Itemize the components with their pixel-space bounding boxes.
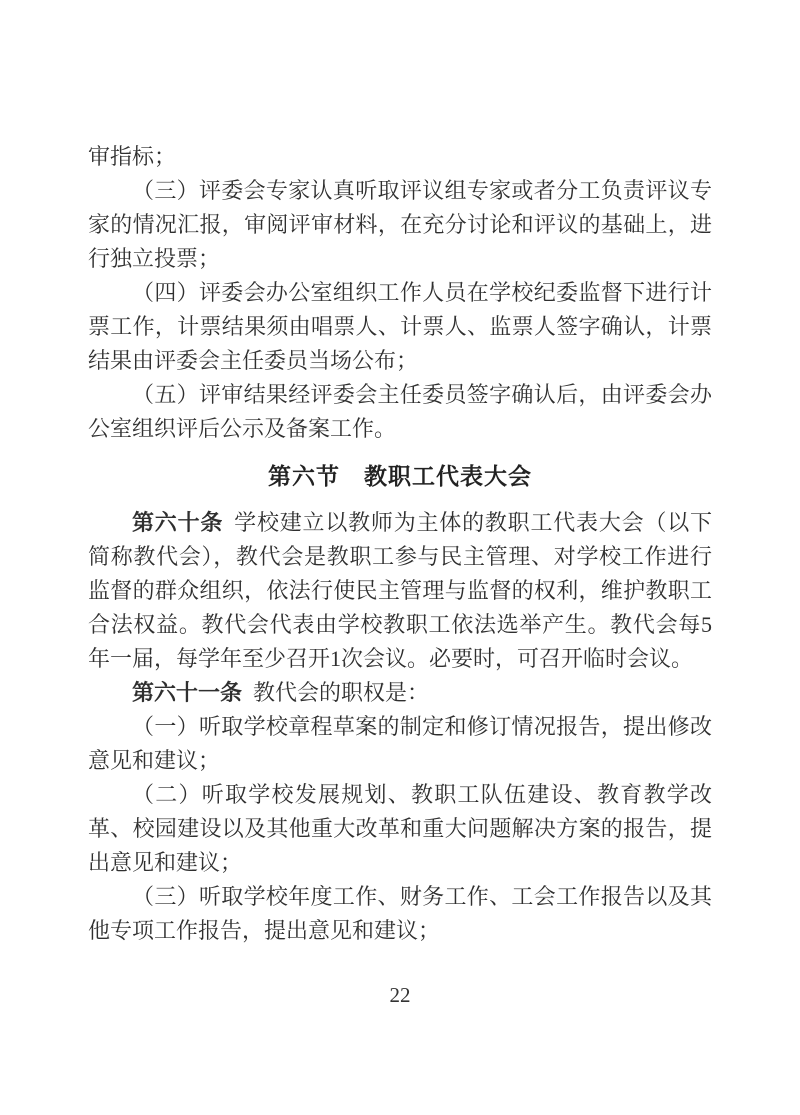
document-body	[88, 140, 712, 948]
paragraph-item-1: （一）听取学校章程草案的制定和修订情况报告，提出修改意见和建议；	[88, 714, 712, 773]
paragraph-item-5: （五）评审结果经评委会主任委员签字确认后，由评委会办公室组织评后公示及备案工作。	[88, 382, 712, 441]
article-number-60: 第六十条	[132, 510, 224, 535]
article-text-60: 学校建立以教师为主体的教职工代表大会（以下简称教代会），教代会是教职工参与民主管理、对学校工作进行监督的群众组织，依法行使民主管理与监督的权利，维护教职工合法权益。教代会代表由学校教职工依法选举产生。教代会每5年一届，每学年至少召开1次会议。必要时，可召开临时会议。	[88, 510, 712, 671]
paragraph-article-61	[88, 676, 712, 710]
paragraph-item-3: （三）评委会专家认真听取评议组专家或者分工负责评议专家的情况汇报，审阅评审材料，在充分讨论和评议的基础上，进行独立投票；	[88, 178, 712, 271]
page-number: 22	[389, 983, 411, 1007]
paragraph-continuation: 审指标；	[88, 144, 177, 169]
section-heading: 第六节 教职工代表大会	[268, 463, 532, 489]
article-number-61: 第六十一条	[132, 680, 243, 705]
paragraph-item-2: （二）听取学校发展规划、教职工队伍建设、教育教学改革、校园建设以及其他重大改革和重大问题解决方案的报告，提出意见和建议；	[88, 782, 712, 875]
paragraph-item-3b: （三）听取学校年度工作、财务工作、工会工作报告以及其他专项工作报告，提出意见和建议；	[88, 884, 712, 943]
article-text-61: 教代会的职权是：	[253, 680, 430, 705]
paragraph-item-4: （四）评委会办公室组织工作人员在学校纪委监督下进行计票工作，计票结果须由唱票人、计票人、监票人签字确认，计票结果由评委会主任委员当场公布；	[88, 280, 712, 373]
paragraph-article-60	[88, 506, 712, 676]
